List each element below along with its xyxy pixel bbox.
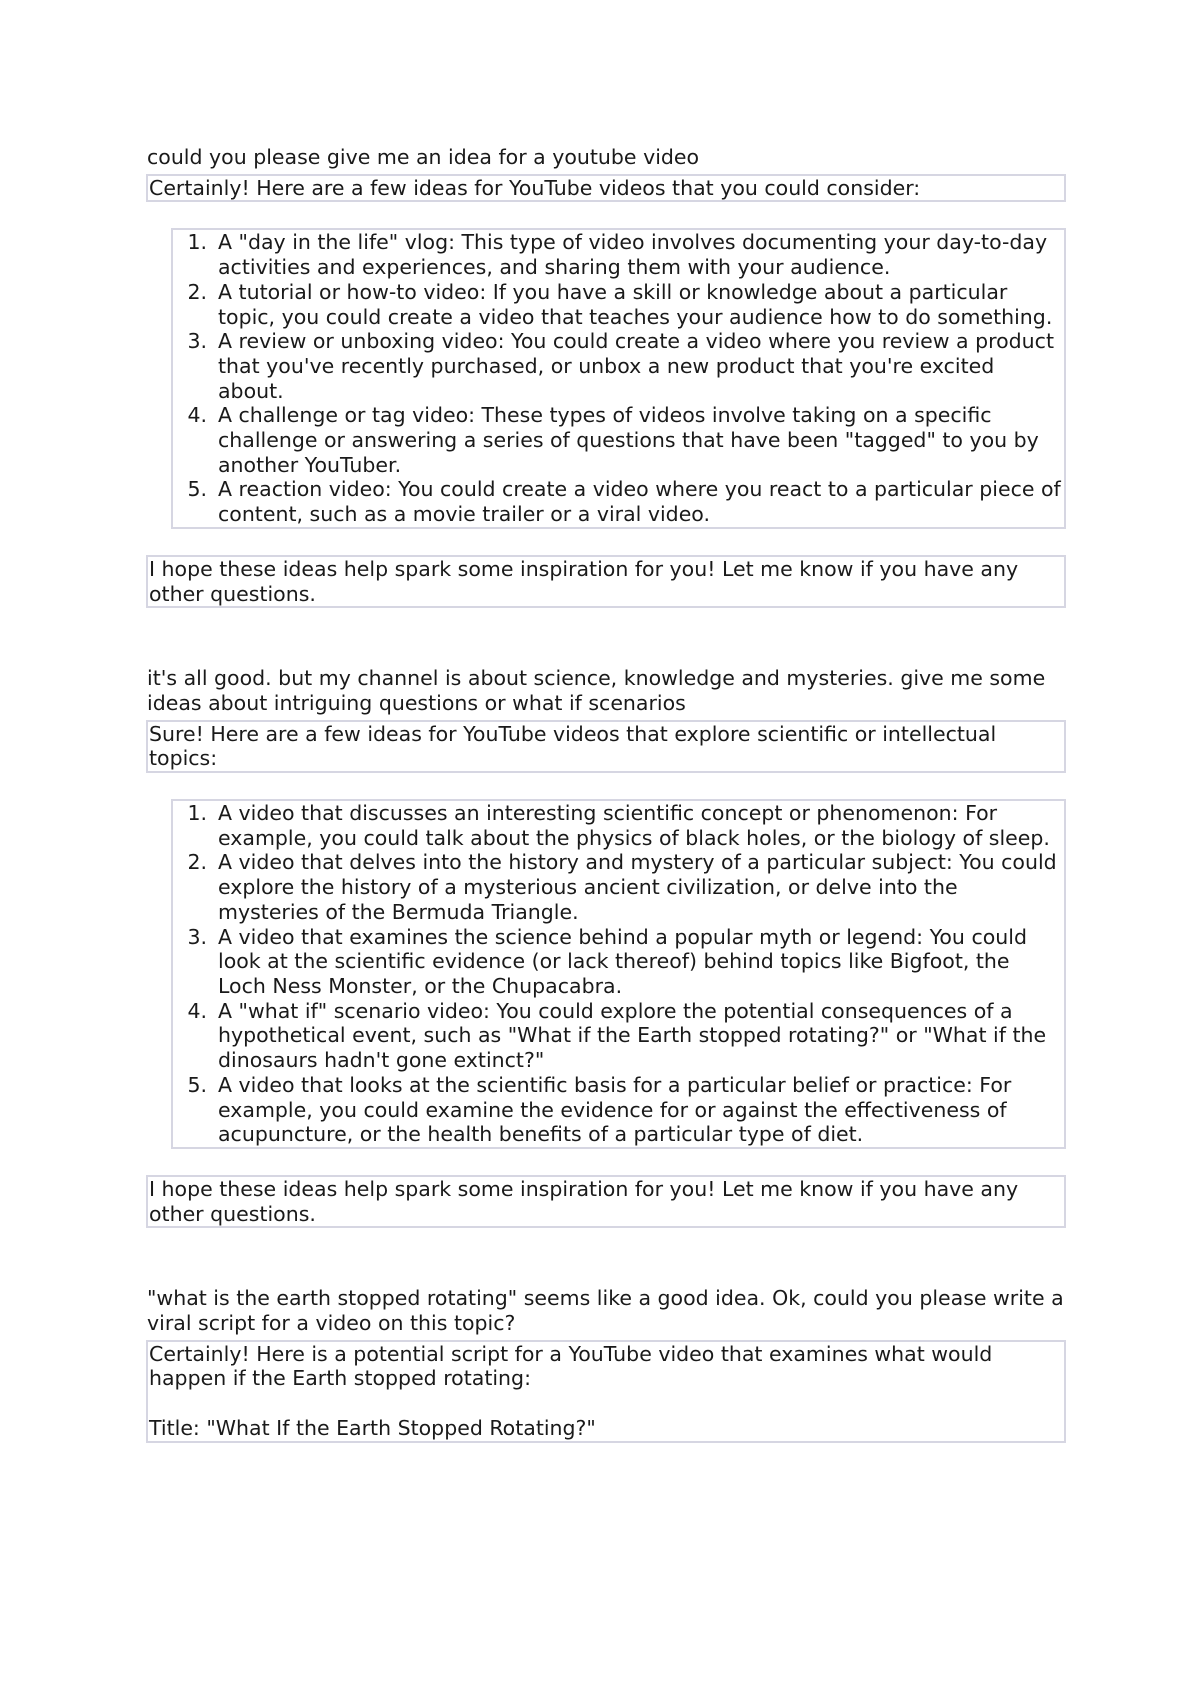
list-number: 1. [187, 801, 207, 826]
list-number: 1. [187, 230, 207, 255]
document-page [146, 145, 1066, 1443]
list-item-text: A challenge or tag video: These types of videos involve taking on a specific challenge or answering a series of questions that have been "tagged" to you by another YouTuber. [218, 403, 1039, 477]
list-item-text: A review or unboxing video: You could create a video where you review a product that you've recently purchased, or unbox a new product that you're excited about. [218, 329, 1054, 403]
user-prompt: it's all good. but my channel is about science, knowledge and mysteries. give me some ideas about intriguing questions or what if scenarios [147, 666, 1046, 715]
list-item-text: A video that delves into the history and mystery of a particular subject: You could explore the history of a mysterious ancient civilization, or delve into the mysteries of the Bermuda Triangle. [218, 850, 1057, 924]
list-number: 2. [187, 279, 207, 304]
list-item [173, 403, 1063, 477]
list-item-text: A reaction video: You could create a video where you react to a particular piece of content, such as a movie trailer or a viral video. [218, 477, 1061, 527]
list-number: 3. [187, 329, 207, 354]
list-item [173, 280, 1063, 329]
list-item [173, 230, 1063, 279]
response-outro: I hope these ideas help spark some inspiration for you! Let me know if you have any other questions. [146, 1175, 1066, 1228]
response-intro: Sure! Here are a few ideas for YouTube videos that explore scientific or intellectual topics: [146, 720, 1066, 773]
user-prompt: could you please give me an idea for a youtube video [147, 145, 700, 169]
response-outro: I hope these ideas help spark some inspiration for you! Let me know if you have any other questions. [146, 555, 1066, 608]
list-item [173, 1073, 1063, 1147]
response-list [171, 228, 1066, 528]
user-prompt: "what is the earth stopped rotating" seems like a good idea. Ok, could you please write a viral script for a video on this topic? [147, 1286, 1064, 1336]
list-number: 5. [187, 1072, 207, 1097]
list-item-text: A tutorial or how-to video: If you have a skill or knowledge about a particular topic, you could create a video that teaches your audience how to do something. [218, 279, 1053, 329]
response-list [171, 799, 1066, 1149]
list-number: 4. [187, 998, 207, 1023]
list-number: 2. [187, 850, 207, 875]
list-item-text: A video that examines the science behind a popular myth or legend: You could look at the scientific evidence (or lack thereof) behind topics like Bigfoot, the Loch Ness Monster, or the Chupacabra. [218, 924, 1027, 998]
list-item-text: A video that discusses an interesting scientific concept or phenomenon: For example, you could talk about the physics of black holes, or the biology of sleep. [218, 801, 1050, 850]
response-script [146, 1340, 1066, 1443]
list-item-text: A "day in the life" vlog: This type of video involves documenting your day-to-day activities and experiences, and sharing them with your audience. [218, 230, 1048, 280]
list-item-text: A "what if" scenario video: You could explore the potential consequences of a hypothetical event, such as "What if the Earth stopped rotating?" or "What if the dinosaurs hadn't gone extinct?" [218, 998, 1047, 1073]
list-item [173, 925, 1063, 999]
list-item-text: A video that looks at the scientific basis for a particular belief or practice: For example, you could examine the evidence for or against the effectiveness of acupuncture, or the health benefits of a particular type of diet. [218, 1072, 1012, 1147]
list-number: 3. [187, 924, 207, 949]
list-item [173, 999, 1063, 1073]
response-intro: Certainly! Here are a few ideas for YouTube videos that you could consider: [146, 174, 1066, 203]
list-number: 4. [187, 403, 207, 428]
list-item [173, 850, 1063, 924]
list-item [173, 801, 1063, 850]
list-item [173, 477, 1063, 526]
list-item [173, 329, 1063, 403]
script-title: Title: "What If the Earth Stopped Rotating?" [149, 1415, 596, 1440]
response-intro: Certainly! Here is a potential script for a YouTube video that examines what would happen if the Earth stopped rotating: [149, 1341, 993, 1391]
list-number: 5. [187, 477, 207, 502]
